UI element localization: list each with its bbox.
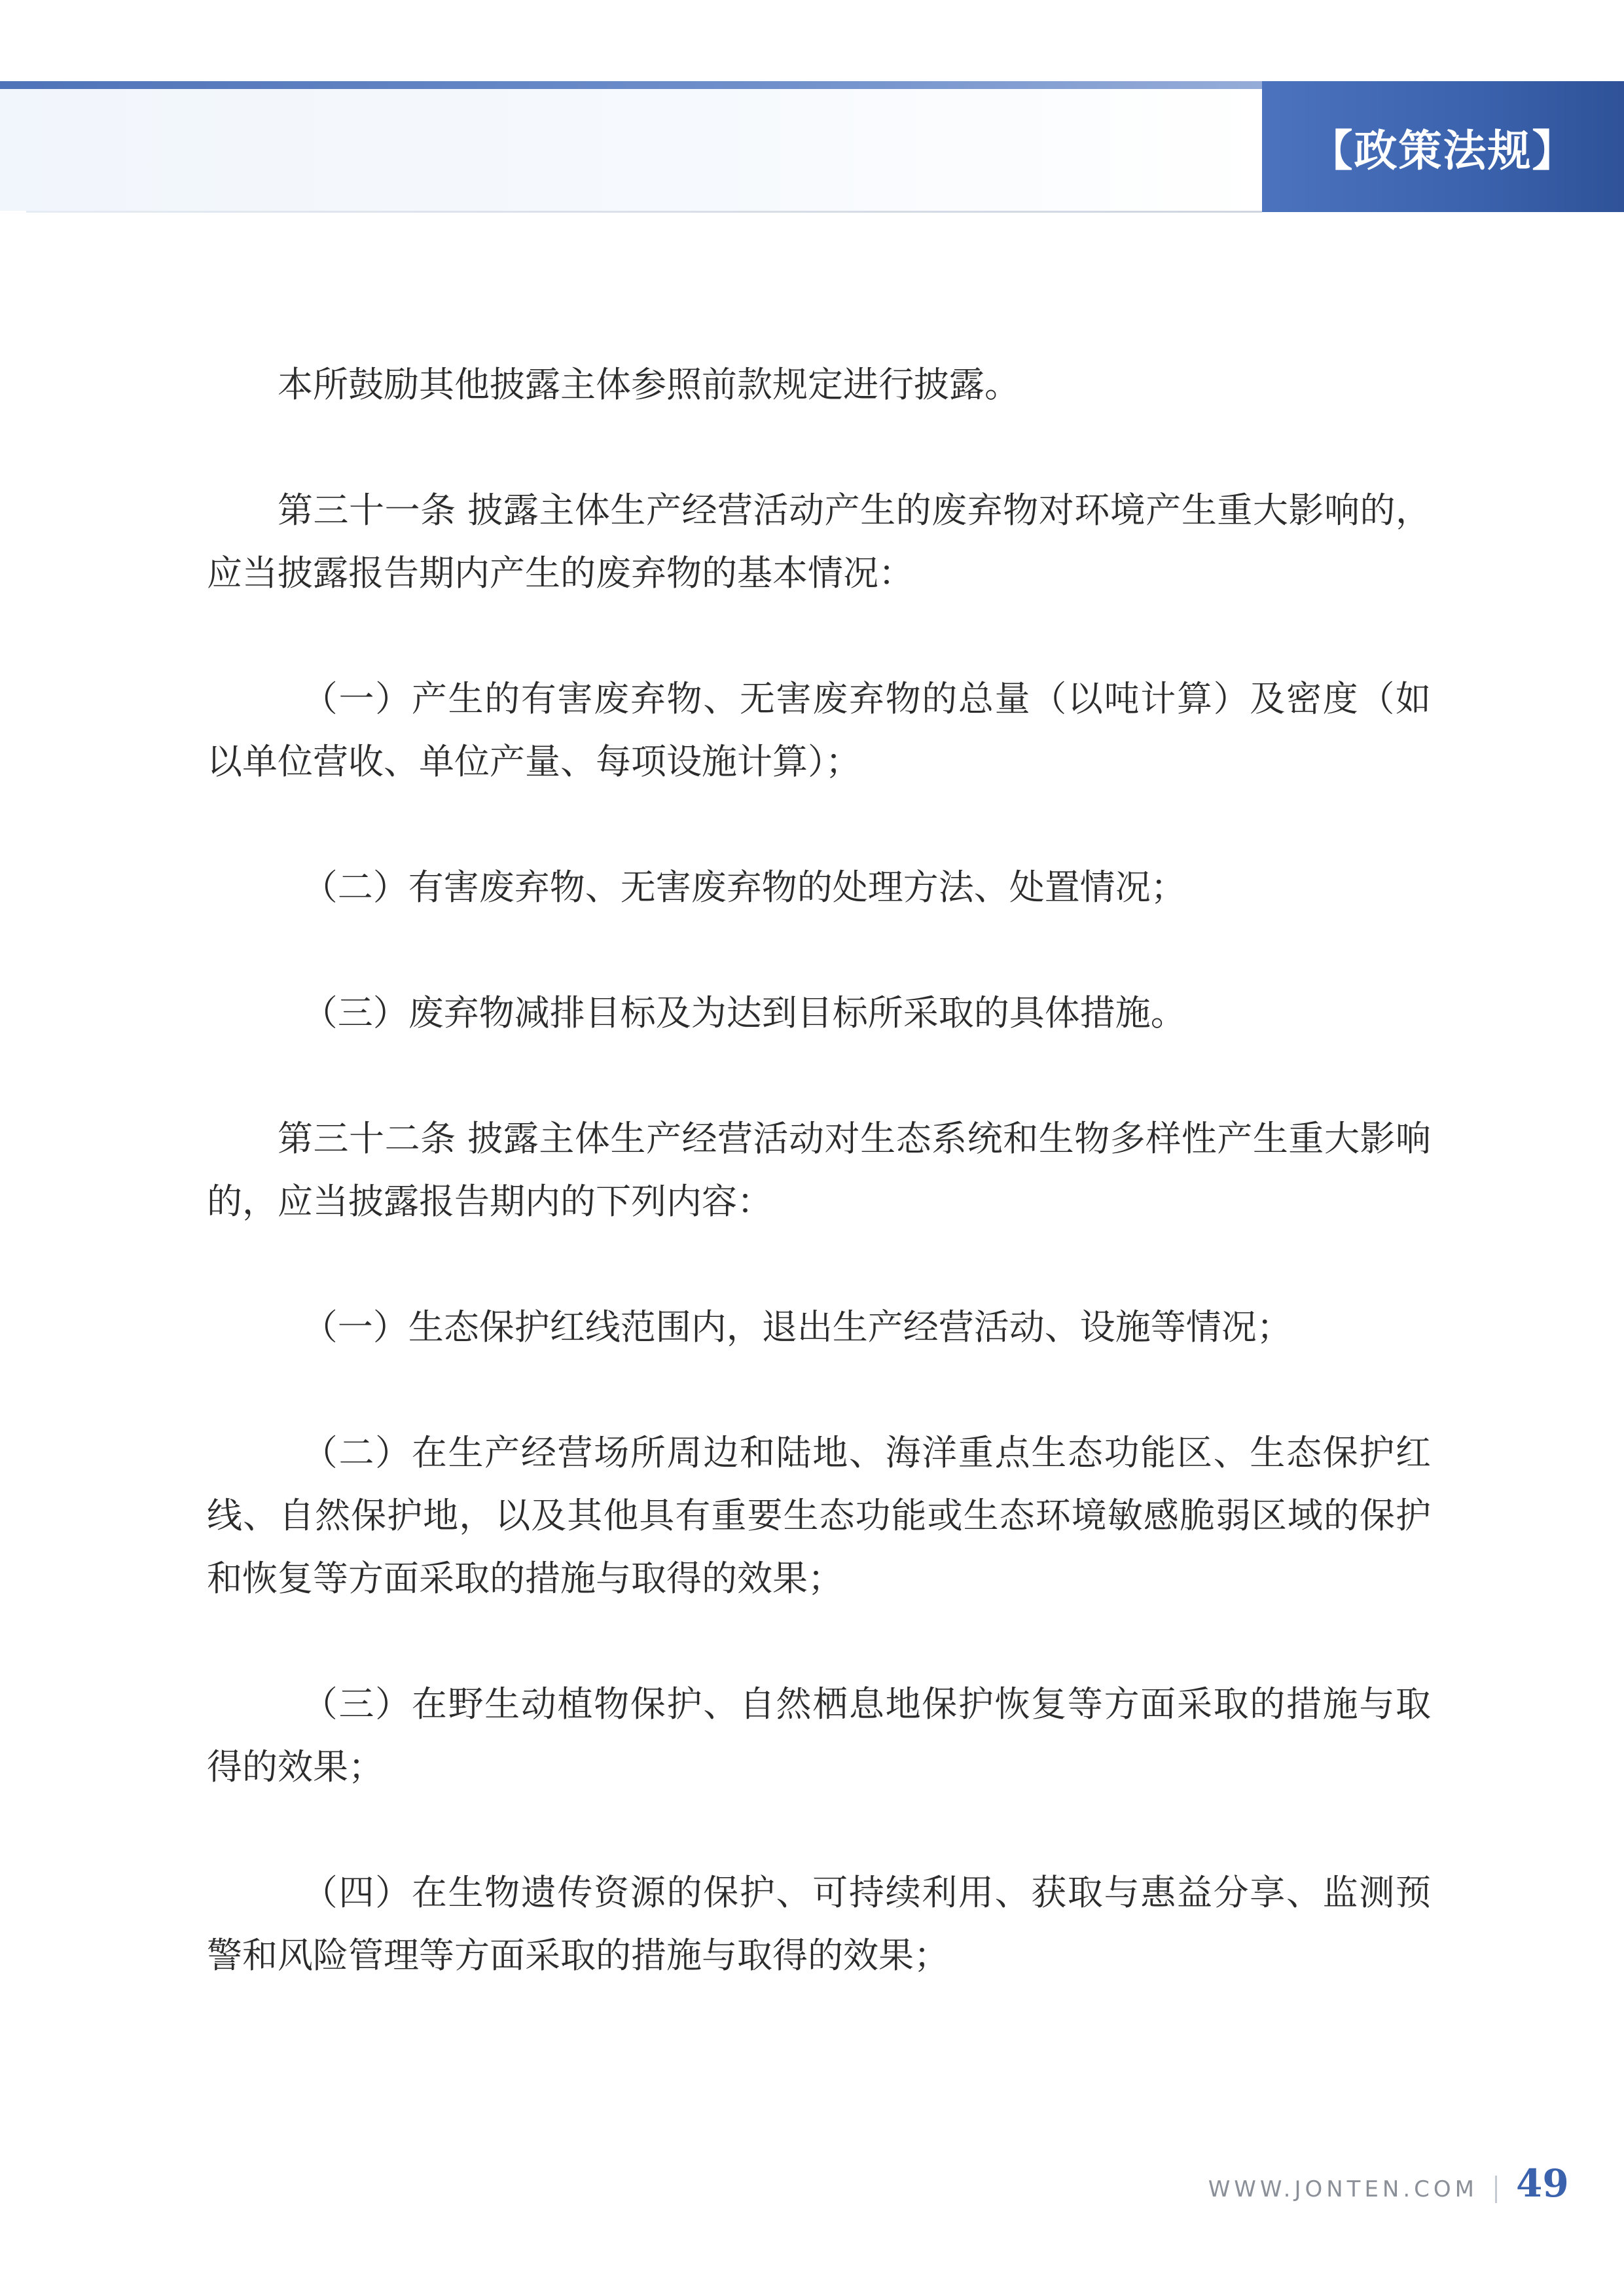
header-accent-line (0, 81, 1262, 89)
article-32-item-1: （一）生态保护红线范围内，退出生产经营活动、设施等情况； (302, 1306, 1292, 1348)
section-tab (1262, 81, 1624, 212)
footer-website: WWW.JONTEN.COM (1208, 2176, 1478, 2202)
article-32-item-4: （四）在生物遗传资源的保护、可持续利用、获取与惠益分享、监测预警和风险管理等方面采取的措施与取得的效果； (207, 1872, 1431, 1976)
article-31: 第三十一条 披露主体生产经营活动产生的废弃物对环境产生重大影响的，应当披露报告期内产生的废弃物的基本情况： (207, 490, 1431, 594)
header-divider (26, 211, 1262, 213)
article-32: 第三十二条 披露主体生产经营活动对生态系统和生物多样性产生重大影响的，应当披露报告期内的下列内容： (207, 1118, 1431, 1222)
article-31-item-2: （二）有害废弃物、无害废弃物的处理方法、处置情况； (302, 867, 1186, 908)
article-31-item-1: （一）产生的有害废弃物、无害废弃物的总量（以吨计算）及密度（如以单位营收、单位产量、每项设施计算）； (207, 678, 1431, 782)
page-number: 49 (1516, 2161, 1569, 2206)
paragraph-1: 本所鼓励其他披露主体参照前款规定进行披露。 (278, 364, 1020, 405)
header-band (0, 89, 1262, 211)
article-32-item-3: （三）在野生动植物保护、自然栖息地保护恢复等方面采取的措施与取得的效果； (207, 1683, 1431, 1787)
article-32-item-2: （二）在生产经营场所周边和陆地、海洋重点生态功能区、生态保护红线、自然保护地，以及其他具有重要生态功能或生态环境敏感脆弱区域的保护和恢复等方面采取的措施与取得的效果； (207, 1432, 1431, 1599)
section-tab-label: 【政策法规】 (1309, 124, 1577, 176)
article-31-item-3: （三）废弃物减排目标及为达到目标所采取的具体措施。 (302, 992, 1186, 1033)
article-body (207, 353, 1431, 1987)
footer-separator (1495, 2176, 1497, 2203)
